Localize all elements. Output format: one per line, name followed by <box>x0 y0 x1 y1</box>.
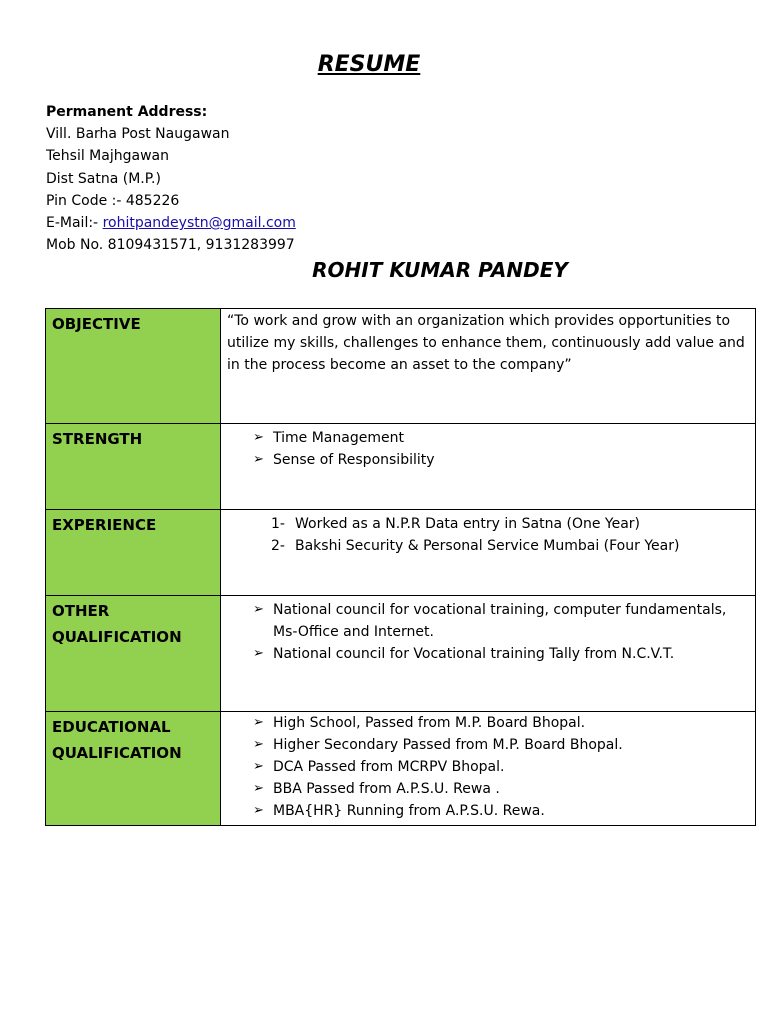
objective-text: “To work and grow with an organization which provides opportunities to utilize my skills, challenges to enhance them, continuously add value and in the process become an asset to the company” <box>227 313 745 373</box>
educational-qualification-cell <box>221 712 756 826</box>
mobile-line: Mob No. 8109431571, 9131283997 <box>46 237 295 254</box>
other-qualification-row <box>46 596 756 712</box>
list-item <box>271 513 749 535</box>
list-item: ➢ DCA Passed from MCRPV Bhopal. <box>253 756 749 778</box>
resume-title: RESUME <box>317 52 421 77</box>
address-line: Tehsil Majhgawan <box>46 148 169 165</box>
other-qualification-heading <box>46 596 221 712</box>
list-item: ➢ Time Management <box>253 427 749 449</box>
address-line: Vill. Barha Post Naugawan <box>46 126 230 143</box>
email-line <box>46 212 296 234</box>
list-item: ➢ National council for Vocational training Tally from N.C.V.T. <box>253 643 749 665</box>
heading-line: EDUCATIONAL <box>52 718 171 736</box>
list-item <box>271 535 749 557</box>
experience-cell <box>221 510 756 596</box>
educational-qualification-row <box>46 712 756 826</box>
address-line: Dist Satna (M.P.) <box>46 170 161 187</box>
strength-list <box>227 424 749 471</box>
list-item: ➢ MBA{HR} Running from A.P.S.U. Rewa. <box>253 800 749 822</box>
experience-heading: EXPERIENCE <box>46 510 221 596</box>
candidate-name: ROHIT KUMAR PANDEY <box>312 258 568 282</box>
educational-qualification-list <box>227 712 749 822</box>
list-item: ➢ National council for vocational training, computer fundamentals, Ms-Office and Internet. <box>253 599 749 643</box>
item-number: 1- <box>271 516 285 532</box>
email-label: E-Mail:- <box>46 215 103 232</box>
list-item: ➢ BBA Passed from A.P.S.U. Rewa . <box>253 778 749 800</box>
item-text: Worked as a N.P.R Data entry in Satna (One Year) <box>295 516 641 532</box>
heading-line: OTHER <box>52 602 110 620</box>
email-link[interactable]: rohitpandeystn@gmail.com <box>102 215 296 232</box>
strength-cell <box>221 424 756 510</box>
heading-line: QUALIFICATION <box>52 744 182 762</box>
item-text: Bakshi Security & Personal Service Mumbai (Four Year) <box>295 538 680 554</box>
resume-table <box>45 308 756 826</box>
strength-row <box>46 424 756 510</box>
objective-cell <box>221 309 756 424</box>
other-qualification-cell <box>221 596 756 712</box>
other-qualification-list <box>227 596 749 665</box>
address-label: Permanent Address: <box>46 104 208 120</box>
list-item: ➢ High School, Passed from M.P. Board Bhopal. <box>253 712 749 734</box>
strength-heading: STRENGTH <box>46 424 221 510</box>
list-item: ➢ Higher Secondary Passed from M.P. Board Bhopal. <box>253 734 749 756</box>
experience-row <box>46 510 756 596</box>
address-block <box>46 101 296 256</box>
address-line: Pin Code :- 485226 <box>46 192 180 209</box>
heading-line: QUALIFICATION <box>52 628 182 646</box>
item-number: 2- <box>271 538 285 554</box>
experience-list <box>227 510 749 557</box>
list-item: ➢ Sense of Responsibility <box>253 449 749 471</box>
objective-heading: OBJECTIVE <box>46 309 221 424</box>
objective-row <box>46 309 756 424</box>
educational-qualification-heading <box>46 712 221 826</box>
